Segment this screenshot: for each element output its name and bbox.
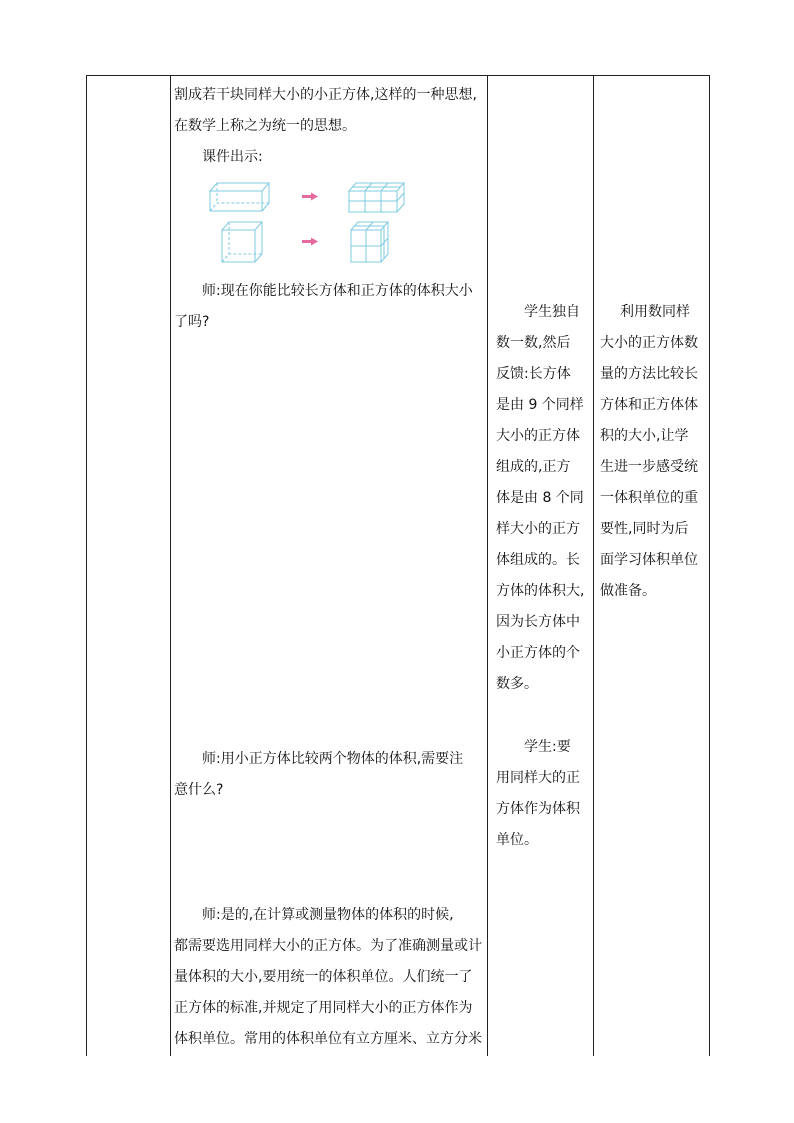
intent-text: 要性,同时为后 — [600, 521, 689, 537]
student-text: 是由 9 个同样 — [496, 397, 584, 413]
courseware-label: 课件出示: — [202, 149, 263, 165]
teacher-text: 都需要选用同样大小的正方体。为了准确测量或计 — [174, 938, 482, 954]
student-text: 体组成的。长 — [496, 552, 580, 568]
intent-text: 一体积单位的重 — [600, 490, 698, 506]
teacher-text: 正方体的标准,并规定了用同样大小的正方体作为 — [174, 1000, 473, 1016]
student-text: 体是由 8 个同 — [496, 490, 584, 506]
student-text: 学生独自 — [524, 304, 580, 320]
student-text: 学生:要 — [524, 739, 571, 755]
teacher-text: 割成若干块同样大小的小正方体,这样的一种思想, — [174, 87, 477, 103]
column-divider — [487, 76, 488, 1056]
cuboid-icon — [210, 183, 269, 211]
teacher-question: 师:现在你能比较长方体和正方体的体积大小 — [202, 283, 473, 299]
student-text: 组成的,正方 — [496, 459, 571, 475]
cube-icon — [222, 222, 262, 262]
cuboid-cube-figure — [205, 176, 420, 268]
intent-text: 积的大小,让学 — [600, 428, 689, 444]
student-text: 大小的正方体 — [496, 428, 580, 444]
intent-text: 大小的正方体数 — [600, 335, 698, 351]
intent-text: 生进一步感受统 — [600, 459, 698, 475]
column-divider — [593, 76, 594, 1056]
teacher-text: 体积单位。常用的体积单位有立方厘米、立方分米 — [174, 1031, 482, 1047]
split-cuboid-icon — [349, 183, 404, 212]
teacher-question: 意什么? — [174, 782, 224, 798]
arrow-icon — [302, 238, 318, 246]
teacher-text: 在数学上称之为统一的思想。 — [174, 118, 356, 134]
student-text: 方体作为体积 — [496, 801, 580, 817]
arrow-icon — [302, 193, 318, 201]
column-divider — [170, 76, 171, 1056]
student-text: 因为长方体中 — [496, 614, 580, 630]
split-cube-icon — [351, 222, 388, 262]
student-text: 用同样大的正 — [496, 770, 580, 786]
teacher-text: 师:是的,在计算或测量物体的体积的时候, — [202, 907, 454, 923]
student-text: 单位。 — [496, 832, 538, 848]
student-text: 方体的体积大, — [496, 583, 585, 599]
intent-text: 面学习体积单位 — [600, 552, 698, 568]
student-text: 数多。 — [496, 676, 538, 692]
intent-text: 利用数同样 — [620, 304, 690, 320]
student-text: 小正方体的个 — [496, 645, 580, 661]
intent-text: 方体和正方体体 — [600, 397, 698, 413]
student-text: 反馈:长方体 — [496, 366, 571, 382]
intent-text: 做准备。 — [600, 583, 656, 599]
teacher-question: 师:用小正方体比较两个物体的体积,需要注 — [202, 751, 464, 767]
teacher-text: 量体积的大小,要用统一的体积单位。人们统一了 — [174, 969, 473, 985]
teacher-question: 了吗? — [174, 314, 210, 330]
student-text: 数一数,然后 — [496, 335, 571, 351]
student-text: 样大小的正方 — [496, 521, 580, 537]
intent-text: 量的方法比较长 — [600, 366, 698, 382]
